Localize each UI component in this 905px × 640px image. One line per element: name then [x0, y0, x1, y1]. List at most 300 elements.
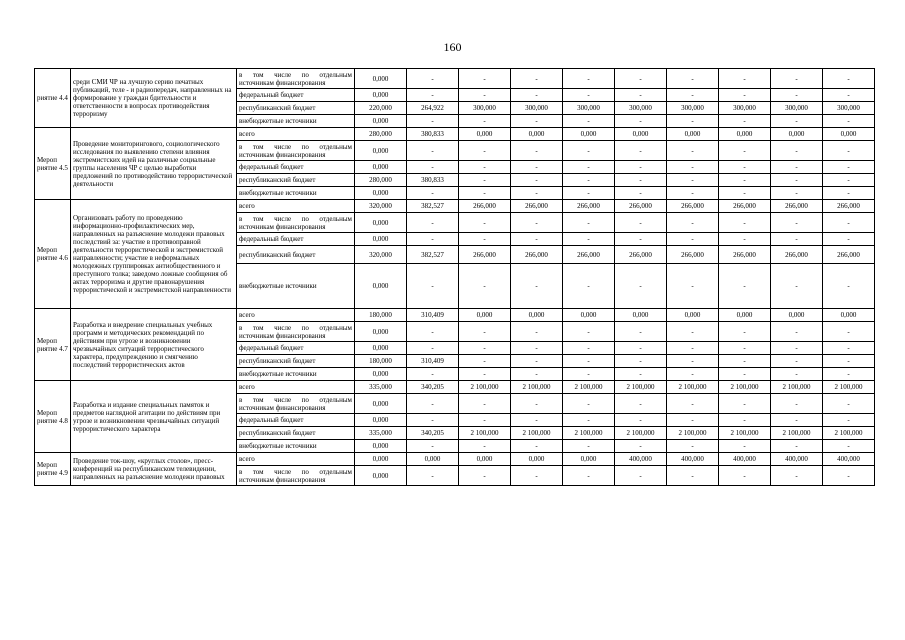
- amount-cell: -: [511, 141, 563, 161]
- amount-cell: -: [667, 161, 719, 174]
- amount-cell: 340,205: [407, 427, 459, 440]
- amount-cell: -: [511, 342, 563, 355]
- amount-cell: -: [719, 264, 771, 309]
- funding-source: в том числе по отдельным источникам финансирования: [237, 213, 355, 233]
- amount-cell: -: [771, 466, 823, 486]
- amount-cell: 266,000: [563, 200, 615, 213]
- amount-cell: 2 100,000: [459, 427, 511, 440]
- amount-cell: -: [615, 322, 667, 342]
- amount-cell: -: [823, 213, 875, 233]
- amount-cell: 320,000: [355, 200, 407, 213]
- table-row: [35, 381, 875, 394]
- measure-description: Проведение ток-шоу, «круглых столов», пресс-конференций на республиканском телевидении, направленных на разъяснение молодежи правовых: [71, 453, 237, 486]
- amount-cell: -: [407, 213, 459, 233]
- measure-description: среди СМИ ЧР на лучшую серию печатных публикаций, теле - и радиопередач, направленных на формирование у граждан бдительности и ответственности в вопросах противодействия терроризму: [71, 69, 237, 128]
- amount-cell: 0,000: [719, 309, 771, 322]
- amount-cell: -: [615, 394, 667, 414]
- amount-cell: -: [667, 89, 719, 102]
- amount-cell: -: [823, 69, 875, 89]
- amount-cell: -: [511, 89, 563, 102]
- amount-cell: 0,000: [563, 128, 615, 141]
- amount-cell: 2 100,000: [615, 381, 667, 394]
- amount-cell: -: [615, 89, 667, 102]
- amount-cell: 266,000: [667, 246, 719, 264]
- amount-cell: 2 100,000: [511, 381, 563, 394]
- amount-cell: -: [771, 161, 823, 174]
- amount-cell: -: [407, 440, 459, 453]
- amount-cell: 320,000: [355, 246, 407, 264]
- amount-cell: 300,000: [667, 102, 719, 115]
- measure-description: Организовать работу по проведению информационно-профилактических мер, направленных на разъяснение молодежи правовых последствий за: участие в противоправной деятельности террористической и экстремистской направленности; участие в неформальных молодежных группировках антиобщественного и преступного толка; заведомо ложные сообщения об актах терроризма и другие правонарушения террористической и экстремистской направленности: [71, 200, 237, 309]
- amount-cell: 400,000: [615, 453, 667, 466]
- amount-cell: -: [823, 342, 875, 355]
- amount-cell: -: [563, 322, 615, 342]
- amount-cell: -: [771, 414, 823, 427]
- amount-cell: 0,000: [355, 368, 407, 381]
- amount-cell: -: [407, 394, 459, 414]
- table-row: [35, 309, 875, 322]
- amount-cell: -: [615, 355, 667, 368]
- amount-cell: 0,000: [355, 394, 407, 414]
- amount-cell: 0,000: [823, 128, 875, 141]
- amount-cell: 300,000: [459, 102, 511, 115]
- amount-cell: -: [771, 264, 823, 309]
- amount-cell: 0,000: [615, 128, 667, 141]
- amount-cell: 0,000: [563, 453, 615, 466]
- funding-source: всего: [237, 309, 355, 322]
- amount-cell: 300,000: [511, 102, 563, 115]
- amount-cell: -: [563, 414, 615, 427]
- amount-cell: -: [407, 161, 459, 174]
- amount-cell: 382,527: [407, 246, 459, 264]
- funding-source: в том числе по отдельным источникам финансирования: [237, 466, 355, 486]
- amount-cell: 2 100,000: [719, 381, 771, 394]
- funding-source: внебюджетные источники: [237, 368, 355, 381]
- amount-cell: 280,000: [355, 128, 407, 141]
- funding-source: республиканский бюджет: [237, 174, 355, 187]
- amount-cell: -: [667, 322, 719, 342]
- amount-cell: 266,000: [771, 246, 823, 264]
- amount-cell: -: [563, 141, 615, 161]
- amount-cell: 0,000: [407, 453, 459, 466]
- amount-cell: -: [719, 69, 771, 89]
- amount-cell: -: [615, 368, 667, 381]
- amount-cell: -: [719, 466, 771, 486]
- amount-cell: -: [563, 69, 615, 89]
- amount-cell: -: [459, 355, 511, 368]
- amount-cell: 310,409: [407, 355, 459, 368]
- amount-cell: 340,205: [407, 381, 459, 394]
- amount-cell: -: [511, 322, 563, 342]
- amount-cell: -: [823, 466, 875, 486]
- funding-source: в том числе по отдельным источникам финансирования: [237, 394, 355, 414]
- amount-cell: 0,000: [355, 187, 407, 200]
- amount-cell: -: [459, 89, 511, 102]
- amount-cell: -: [615, 342, 667, 355]
- amount-cell: -: [823, 187, 875, 200]
- amount-cell: -: [459, 161, 511, 174]
- amount-cell: -: [719, 89, 771, 102]
- amount-cell: 380,833: [407, 128, 459, 141]
- amount-cell: 266,000: [615, 246, 667, 264]
- funding-source: всего: [237, 200, 355, 213]
- amount-cell: 266,000: [563, 246, 615, 264]
- amount-cell: -: [823, 440, 875, 453]
- amount-cell: -: [719, 213, 771, 233]
- table-row: [35, 453, 875, 466]
- amount-cell: 0,000: [459, 128, 511, 141]
- amount-cell: -: [407, 89, 459, 102]
- amount-cell: -: [407, 322, 459, 342]
- amount-cell: -: [771, 440, 823, 453]
- amount-cell: -: [771, 174, 823, 187]
- funding-source: республиканский бюджет: [237, 246, 355, 264]
- amount-cell: -: [615, 414, 667, 427]
- amount-cell: -: [511, 466, 563, 486]
- amount-cell: -: [615, 161, 667, 174]
- amount-cell: -: [719, 440, 771, 453]
- amount-cell: 2 100,000: [823, 381, 875, 394]
- amount-cell: -: [615, 264, 667, 309]
- amount-cell: 266,000: [615, 200, 667, 213]
- amount-cell: 0,000: [667, 128, 719, 141]
- amount-cell: -: [719, 233, 771, 246]
- measure-label: Мероп риятие 4.7: [35, 309, 71, 381]
- amount-cell: -: [667, 466, 719, 486]
- amount-cell: -: [511, 394, 563, 414]
- amount-cell: -: [823, 414, 875, 427]
- amount-cell: 266,000: [511, 246, 563, 264]
- amount-cell: -: [771, 187, 823, 200]
- amount-cell: 0,000: [355, 264, 407, 309]
- funding-source: республиканский бюджет: [237, 355, 355, 368]
- amount-cell: -: [667, 174, 719, 187]
- amount-cell: -: [459, 264, 511, 309]
- amount-cell: -: [511, 187, 563, 200]
- amount-cell: -: [667, 264, 719, 309]
- amount-cell: 280,000: [355, 174, 407, 187]
- amount-cell: 300,000: [771, 102, 823, 115]
- amount-cell: 2 100,000: [563, 381, 615, 394]
- amount-cell: -: [407, 115, 459, 128]
- amount-cell: 0,000: [511, 309, 563, 322]
- amount-cell: -: [563, 368, 615, 381]
- amount-cell: -: [511, 115, 563, 128]
- amount-cell: -: [771, 213, 823, 233]
- amount-cell: 266,000: [719, 246, 771, 264]
- amount-cell: -: [407, 368, 459, 381]
- amount-cell: -: [511, 355, 563, 368]
- amount-cell: 2 100,000: [459, 381, 511, 394]
- amount-cell: -: [823, 368, 875, 381]
- funding-source: федеральный бюджет: [237, 342, 355, 355]
- amount-cell: -: [667, 141, 719, 161]
- amount-cell: 0,000: [355, 141, 407, 161]
- amount-cell: 0,000: [823, 309, 875, 322]
- amount-cell: -: [771, 342, 823, 355]
- amount-cell: 2 100,000: [823, 427, 875, 440]
- page-number: 160: [443, 40, 462, 54]
- amount-cell: -: [823, 264, 875, 309]
- amount-cell: 0,000: [771, 309, 823, 322]
- funding-source: в том числе по отдельным источникам финансирования: [237, 322, 355, 342]
- amount-cell: -: [459, 187, 511, 200]
- amount-cell: -: [407, 414, 459, 427]
- amount-cell: -: [563, 89, 615, 102]
- amount-cell: -: [823, 174, 875, 187]
- funding-source: в том числе по отдельным источникам финансирования: [237, 141, 355, 161]
- amount-cell: -: [459, 213, 511, 233]
- amount-cell: -: [667, 368, 719, 381]
- amount-cell: -: [563, 264, 615, 309]
- amount-cell: -: [511, 368, 563, 381]
- amount-cell: 0,000: [667, 309, 719, 322]
- amount-cell: -: [823, 115, 875, 128]
- amount-cell: 0,000: [511, 453, 563, 466]
- amount-cell: -: [511, 213, 563, 233]
- amount-cell: 0,000: [355, 69, 407, 89]
- amount-cell: 2 100,000: [511, 427, 563, 440]
- amount-cell: -: [459, 174, 511, 187]
- amount-cell: 380,833: [407, 174, 459, 187]
- amount-cell: -: [511, 69, 563, 89]
- measure-label: риятие 4.4: [35, 69, 71, 128]
- amount-cell: 310,409: [407, 309, 459, 322]
- amount-cell: -: [719, 394, 771, 414]
- amount-cell: 0,000: [355, 161, 407, 174]
- measure-description: Разработка и внедрение специальных учебных программ и методических рекомендаций по действиям при угрозе и возникновении чрезвычайных ситуаций террористического характера, предупреждению и смягчению последствий террористических актов: [71, 309, 237, 381]
- amount-cell: -: [719, 322, 771, 342]
- amount-cell: -: [667, 69, 719, 89]
- amount-cell: -: [563, 213, 615, 233]
- amount-cell: 300,000: [719, 102, 771, 115]
- amount-cell: 382,527: [407, 200, 459, 213]
- amount-cell: 0,000: [355, 453, 407, 466]
- amount-cell: -: [771, 89, 823, 102]
- amount-cell: 2 100,000: [615, 427, 667, 440]
- amount-cell: 0,000: [355, 213, 407, 233]
- amount-cell: -: [771, 233, 823, 246]
- amount-cell: 266,000: [719, 200, 771, 213]
- amount-cell: -: [563, 466, 615, 486]
- amount-cell: 266,000: [771, 200, 823, 213]
- amount-cell: -: [407, 264, 459, 309]
- amount-cell: -: [823, 322, 875, 342]
- funding-source: республиканский бюджет: [237, 102, 355, 115]
- amount-cell: -: [615, 466, 667, 486]
- amount-cell: -: [667, 394, 719, 414]
- amount-cell: -: [823, 394, 875, 414]
- amount-cell: 266,000: [459, 246, 511, 264]
- amount-cell: -: [615, 174, 667, 187]
- measure-label: Мероп риятие 4.9: [35, 453, 71, 486]
- amount-cell: 0,000: [719, 128, 771, 141]
- amount-cell: -: [615, 213, 667, 233]
- amount-cell: -: [511, 174, 563, 187]
- amount-cell: -: [563, 394, 615, 414]
- amount-cell: -: [459, 394, 511, 414]
- funding-source: внебюджетные источники: [237, 264, 355, 309]
- funding-source: федеральный бюджет: [237, 414, 355, 427]
- amount-cell: -: [615, 440, 667, 453]
- funding-source: федеральный бюджет: [237, 161, 355, 174]
- funding-source: в том числе по отдельным источникам финансирования: [237, 69, 355, 89]
- measure-label: Мероп риятие 4.6: [35, 200, 71, 309]
- amount-cell: 0,000: [355, 414, 407, 427]
- amount-cell: -: [511, 233, 563, 246]
- funding-source: всего: [237, 381, 355, 394]
- amount-cell: 2 100,000: [771, 427, 823, 440]
- amount-cell: 300,000: [615, 102, 667, 115]
- amount-cell: -: [407, 466, 459, 486]
- measure-label: Мероп риятие 4.8: [35, 381, 71, 453]
- funding-source: внебюджетные источники: [237, 440, 355, 453]
- amount-cell: -: [823, 161, 875, 174]
- amount-cell: -: [667, 355, 719, 368]
- amount-cell: -: [719, 161, 771, 174]
- amount-cell: 335,000: [355, 381, 407, 394]
- amount-cell: -: [511, 264, 563, 309]
- amount-cell: -: [407, 233, 459, 246]
- amount-cell: -: [823, 141, 875, 161]
- amount-cell: 0,000: [459, 309, 511, 322]
- funding-source: федеральный бюджет: [237, 233, 355, 246]
- amount-cell: -: [407, 69, 459, 89]
- amount-cell: -: [511, 414, 563, 427]
- amount-cell: -: [719, 355, 771, 368]
- funding-source: всего: [237, 453, 355, 466]
- amount-cell: 0,000: [355, 440, 407, 453]
- table-row: [35, 69, 875, 89]
- amount-cell: -: [771, 368, 823, 381]
- amount-cell: -: [667, 213, 719, 233]
- amount-cell: -: [719, 342, 771, 355]
- amount-cell: -: [771, 69, 823, 89]
- amount-cell: 0,000: [355, 89, 407, 102]
- amount-cell: -: [563, 233, 615, 246]
- amount-cell: -: [719, 115, 771, 128]
- measure-description: Проведение мониторингового, социологического исследования по выявлению степени влияния экстремистских идей на различные социальные группы населения ЧР с целью выработки предложений по противодействию террористической деятельности: [71, 128, 237, 200]
- amount-cell: -: [563, 187, 615, 200]
- funding-source: внебюджетные источники: [237, 115, 355, 128]
- amount-cell: 0,000: [459, 453, 511, 466]
- amount-cell: -: [719, 414, 771, 427]
- amount-cell: -: [563, 440, 615, 453]
- measure-label: Мероп риятие 4.5: [35, 128, 71, 200]
- amount-cell: 400,000: [667, 453, 719, 466]
- amount-cell: -: [667, 233, 719, 246]
- amount-cell: -: [719, 368, 771, 381]
- amount-cell: -: [771, 322, 823, 342]
- amount-cell: -: [667, 440, 719, 453]
- amount-cell: -: [771, 141, 823, 161]
- amount-cell: 220,000: [355, 102, 407, 115]
- amount-cell: 2 100,000: [563, 427, 615, 440]
- amount-cell: -: [667, 414, 719, 427]
- amount-cell: -: [511, 440, 563, 453]
- amount-cell: -: [771, 394, 823, 414]
- amount-cell: -: [459, 115, 511, 128]
- amount-cell: 180,000: [355, 355, 407, 368]
- amount-cell: -: [615, 187, 667, 200]
- amount-cell: 300,000: [563, 102, 615, 115]
- amount-cell: 2 100,000: [771, 381, 823, 394]
- amount-cell: -: [459, 440, 511, 453]
- amount-cell: 300,000: [823, 102, 875, 115]
- amount-cell: 0,000: [355, 233, 407, 246]
- amount-cell: -: [459, 69, 511, 89]
- amount-cell: -: [719, 187, 771, 200]
- amount-cell: 0,000: [511, 128, 563, 141]
- amount-cell: -: [563, 161, 615, 174]
- amount-cell: 180,000: [355, 309, 407, 322]
- amount-cell: 266,000: [667, 200, 719, 213]
- amount-cell: -: [823, 355, 875, 368]
- amount-cell: -: [459, 368, 511, 381]
- amount-cell: -: [459, 342, 511, 355]
- amount-cell: -: [459, 466, 511, 486]
- amount-cell: -: [563, 115, 615, 128]
- amount-cell: 0,000: [615, 309, 667, 322]
- funding-source: республиканский бюджет: [237, 427, 355, 440]
- amount-cell: 0,000: [355, 466, 407, 486]
- funding-source: внебюджетные источники: [237, 187, 355, 200]
- amount-cell: -: [407, 141, 459, 161]
- amount-cell: -: [719, 174, 771, 187]
- amount-cell: 0,000: [563, 309, 615, 322]
- amount-cell: -: [771, 115, 823, 128]
- amount-cell: -: [563, 174, 615, 187]
- table-row: [35, 200, 875, 213]
- funding-source: всего: [237, 128, 355, 141]
- amount-cell: 266,000: [823, 246, 875, 264]
- amount-cell: -: [615, 115, 667, 128]
- amount-cell: 0,000: [355, 342, 407, 355]
- amount-cell: -: [823, 233, 875, 246]
- amount-cell: 400,000: [719, 453, 771, 466]
- amount-cell: -: [563, 355, 615, 368]
- funding-source: федеральный бюджет: [237, 89, 355, 102]
- amount-cell: -: [667, 342, 719, 355]
- amount-cell: 400,000: [771, 453, 823, 466]
- amount-cell: 2 100,000: [667, 381, 719, 394]
- amount-cell: -: [459, 414, 511, 427]
- amount-cell: -: [563, 342, 615, 355]
- table-row: [35, 128, 875, 141]
- table-body: [35, 69, 875, 486]
- amount-cell: 266,000: [459, 200, 511, 213]
- amount-cell: -: [771, 355, 823, 368]
- amount-cell: -: [719, 141, 771, 161]
- amount-cell: -: [459, 141, 511, 161]
- amount-cell: 2 100,000: [667, 427, 719, 440]
- amount-cell: -: [459, 233, 511, 246]
- amount-cell: -: [511, 161, 563, 174]
- amount-cell: -: [615, 233, 667, 246]
- amount-cell: -: [667, 187, 719, 200]
- amount-cell: 2 100,000: [719, 427, 771, 440]
- amount-cell: 266,000: [823, 200, 875, 213]
- amount-cell: 0,000: [355, 322, 407, 342]
- amount-cell: -: [459, 322, 511, 342]
- financing-table: [34, 68, 875, 486]
- amount-cell: -: [667, 115, 719, 128]
- measure-description: Разработка и издание специальных памяток и предметов наглядной агитации по действиям при угрозе и возникновении чрезвычайных ситуаций террористического характера: [71, 381, 237, 453]
- amount-cell: -: [615, 69, 667, 89]
- amount-cell: -: [823, 89, 875, 102]
- amount-cell: 335,000: [355, 427, 407, 440]
- amount-cell: 400,000: [823, 453, 875, 466]
